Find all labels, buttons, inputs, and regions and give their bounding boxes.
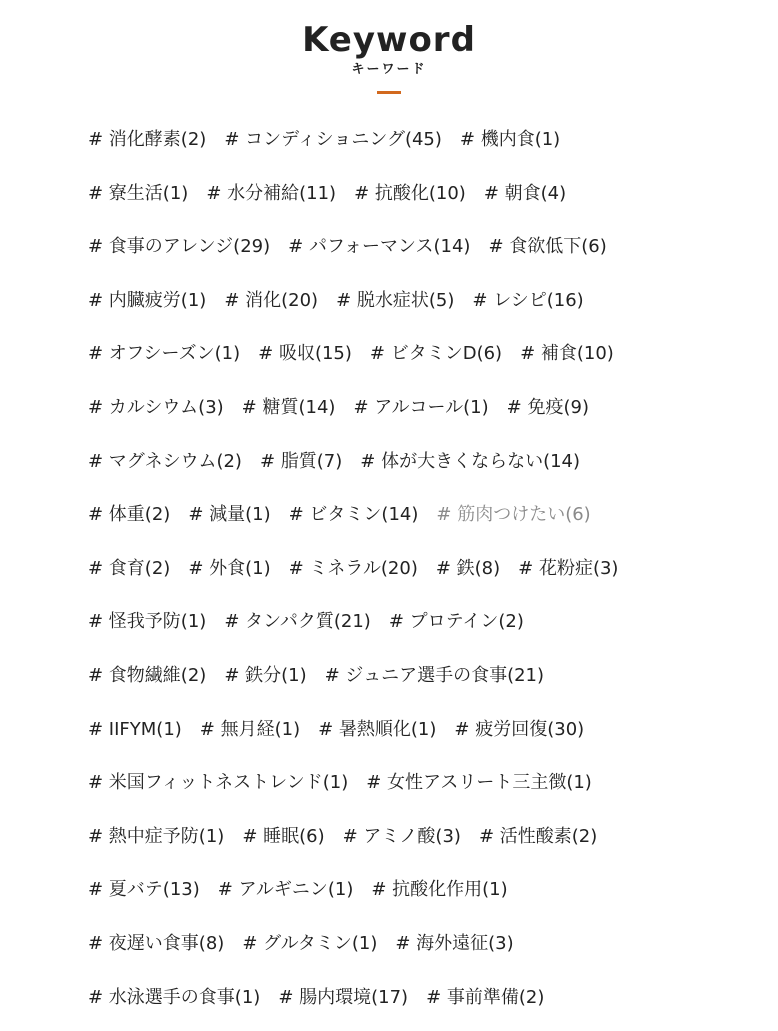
keyword-header <box>0 18 778 94</box>
keyword-row <box>88 656 758 710</box>
keyword-link[interactable]: # 食育(2) <box>88 549 170 589</box>
keyword-link[interactable]: # IIFYM(1) <box>88 710 182 750</box>
keyword-link[interactable]: # カルシウム(3) <box>88 388 224 428</box>
keyword-link[interactable]: # ミネラル(20) <box>289 549 418 589</box>
keyword-link[interactable]: # ジュニア選手の食事(21) <box>325 656 544 696</box>
keyword-link[interactable]: # 疲労回復(30) <box>454 710 584 750</box>
keyword-link[interactable]: # コンディショニング(45) <box>224 120 442 160</box>
keyword-link[interactable]: # 寮生活(1) <box>88 174 188 214</box>
keyword-link[interactable]: # 鉄(8) <box>436 549 500 589</box>
keyword-link[interactable]: # 花粉症(3) <box>518 549 618 589</box>
keyword-link[interactable]: # 水泳選手の食事(1) <box>88 978 260 1018</box>
keyword-row <box>88 602 758 656</box>
keyword-link[interactable]: # 体重(2) <box>88 495 170 535</box>
keyword-link[interactable]: # 体が大きくならない(14) <box>360 442 580 482</box>
keyword-list <box>88 120 758 1031</box>
keyword-row <box>88 495 758 549</box>
keyword-link[interactable]: # 海外遠征(3) <box>395 924 513 964</box>
keyword-link[interactable]: # パフォーマンス(14) <box>288 227 470 267</box>
keyword-row <box>88 549 758 603</box>
keyword-link[interactable]: # 活性酸素(2) <box>479 817 597 857</box>
keyword-link[interactable]: # 怪我予防(1) <box>88 602 206 642</box>
keyword-link[interactable]: # 抗酸化作用(1) <box>371 870 507 910</box>
keyword-link[interactable]: # 朝食(4) <box>484 174 566 214</box>
keyword-link[interactable]: # 脂質(7) <box>260 442 342 482</box>
keyword-row <box>88 924 758 978</box>
keyword-link[interactable]: # 睡眠(6) <box>242 817 324 857</box>
keyword-link[interactable]: # 食欲低下(6) <box>488 227 606 267</box>
keyword-link[interactable]: # 筋肉つけたい(6) <box>436 495 590 535</box>
keyword-link[interactable]: # 外食(1) <box>188 549 270 589</box>
keyword-row <box>88 442 758 496</box>
accent-divider <box>377 91 401 94</box>
keyword-row <box>88 817 758 871</box>
keyword-link[interactable]: # ビタミン(14) <box>289 495 419 535</box>
keyword-link[interactable]: # アルギニン(1) <box>218 870 354 910</box>
keyword-link[interactable]: # 水分補給(11) <box>206 174 336 214</box>
keyword-link[interactable]: # 夏バテ(13) <box>88 870 200 910</box>
keyword-link[interactable]: # タンパク質(21) <box>224 602 371 642</box>
keyword-link[interactable]: # プロテイン(2) <box>389 602 524 642</box>
keyword-link[interactable]: # 減量(1) <box>188 495 270 535</box>
keyword-link[interactable]: # 糖質(14) <box>242 388 336 428</box>
keyword-link[interactable]: # オフシーズン(1) <box>88 334 240 374</box>
keyword-link[interactable]: # 吸収(15) <box>258 334 352 374</box>
keyword-row <box>88 120 758 174</box>
keyword-row <box>88 281 758 335</box>
keyword-link[interactable]: # 鉄分(1) <box>224 656 306 696</box>
keyword-link[interactable]: # 夜遅い食事(8) <box>88 924 224 964</box>
page-title: Keyword <box>0 18 778 62</box>
keyword-link[interactable]: # アルコール(1) <box>353 388 488 428</box>
keyword-link[interactable]: # グルタミン(1) <box>242 924 377 964</box>
keyword-link[interactable]: # 米国フィットネストレンド(1) <box>88 763 348 803</box>
keyword-link[interactable]: # 事前準備(2) <box>426 978 544 1018</box>
keyword-row <box>88 334 758 388</box>
keyword-row <box>88 710 758 764</box>
keyword-link[interactable]: # ビタミンD(6) <box>370 334 502 374</box>
keyword-link[interactable]: # 消化(20) <box>224 281 318 321</box>
keyword-link[interactable]: # 食物繊維(2) <box>88 656 206 696</box>
keyword-link[interactable]: # 食事のアレンジ(29) <box>88 227 270 267</box>
keyword-link[interactable]: # 抗酸化(10) <box>354 174 466 214</box>
keyword-row <box>88 978 758 1031</box>
keyword-link[interactable]: # 暑熱順化(1) <box>318 710 436 750</box>
keyword-link[interactable]: # 熱中症予防(1) <box>88 817 224 857</box>
keyword-row <box>88 870 758 924</box>
keyword-link[interactable]: # レシピ(16) <box>472 281 583 321</box>
keyword-row <box>88 388 758 442</box>
keyword-link[interactable]: # 補食(10) <box>520 334 614 374</box>
keyword-link[interactable]: # 腸内環境(17) <box>278 978 408 1018</box>
keyword-link[interactable]: # 脱水症状(5) <box>336 281 454 321</box>
keyword-link[interactable]: # 消化酵素(2) <box>88 120 206 160</box>
keyword-link[interactable]: # マグネシウム(2) <box>88 442 242 482</box>
keyword-link[interactable]: # 女性アスリート三主徴(1) <box>366 763 592 803</box>
page-subtitle: キーワード <box>0 62 778 78</box>
keyword-link[interactable]: # 免疫(9) <box>507 388 589 428</box>
keyword-link[interactable]: # 機内食(1) <box>460 120 560 160</box>
keyword-link[interactable]: # アミノ酸(3) <box>343 817 461 857</box>
keyword-link[interactable]: # 内臓疲労(1) <box>88 281 206 321</box>
keyword-row <box>88 763 758 817</box>
keyword-row <box>88 174 758 228</box>
keyword-link[interactable]: # 無月経(1) <box>200 710 300 750</box>
keyword-row <box>88 227 758 281</box>
